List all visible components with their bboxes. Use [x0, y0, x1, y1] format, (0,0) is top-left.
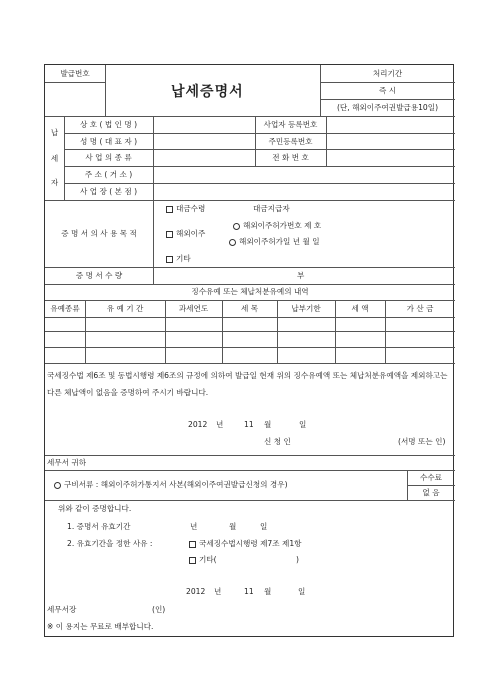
statement-year: 2012 [188, 420, 208, 429]
copies-unit: 부 [297, 271, 305, 280]
validity-year-unit: 년 [190, 522, 198, 531]
validity-period-item: 1. 증명서 유효기간 [67, 522, 131, 531]
certify-day-unit: 일 [298, 587, 306, 596]
address-label: 주 소 ( 거 소 ) [84, 170, 133, 179]
business-type-field[interactable] [154, 150, 254, 165]
fee-value: 없 음 [422, 488, 440, 497]
issue-number-label: 발급번호 [60, 69, 90, 78]
business-type-label: 사 업 의 종 류 [85, 153, 132, 162]
processing-period-value: 즉 시 [378, 86, 397, 95]
phone-label: 전 화 번 호 [272, 153, 309, 162]
fee-label: 수수료 [419, 473, 442, 482]
column-header-tax-item: 세 목 [240, 304, 259, 313]
deferral-section-title: 징수유예 또는 체납처분유예의 내역 [191, 287, 309, 296]
checkbox-icon [189, 541, 196, 548]
addressee: 세무서 귀하 [47, 458, 87, 467]
copies-label: 증 명 서 수 량 [75, 271, 123, 280]
tax-certificate-form [44, 64, 454, 637]
option-payment-receipt[interactable]: 대금수령 [166, 205, 205, 213]
validity-reason-item: 2. 유효기간을 정한 사유 : [67, 539, 153, 548]
taxpayer-side-label-1: 납 [50, 128, 59, 137]
checkbox-icon [166, 256, 173, 263]
official-seal-mark: (인) [152, 605, 166, 614]
statement-year-unit: 년 [216, 420, 224, 429]
phone-field[interactable] [327, 150, 454, 165]
option-permit-date[interactable]: 해외이주허가일 년 월 일 [229, 238, 320, 246]
column-header-deferral-period: 유 예 기 간 [106, 304, 144, 313]
bullet-circle-icon [54, 482, 61, 489]
resident-registration-label: 주민등록번호 [268, 137, 313, 146]
taxpayer-side-label-2: 세 [50, 154, 59, 163]
address-field[interactable] [154, 167, 454, 182]
option-other[interactable]: 기타 [166, 255, 191, 263]
certify-year-unit: 년 [214, 587, 222, 596]
statement-month: 11 [244, 420, 254, 429]
applicant-label: 신 청 인 [264, 437, 291, 446]
column-header-surcharge: 가 산 금 [406, 304, 434, 313]
option-overseas-emigration[interactable]: 해외이주 [166, 230, 205, 238]
validity-month-unit: 월 [229, 522, 237, 531]
resident-registration-field[interactable] [327, 134, 454, 148]
processing-period-label: 처리기간 [372, 69, 403, 78]
checkbox-icon [166, 231, 173, 238]
checkbox-icon [189, 557, 196, 564]
certify-year: 2012 [186, 587, 206, 596]
copies-field[interactable] [154, 268, 294, 283]
representative-name-field[interactable] [154, 134, 254, 148]
statement-day-unit: 일 [299, 420, 307, 429]
statement-text: 국세징수법 제6조 및 동법시행령 제6조의 규정에 의하여 발급일 현재 위의 징수유예액 또는 체납처분유예액을 제외하고는 다른 체납액이 없음을 증명하여 주시기 바랍니다. [47, 371, 448, 397]
reason-tax-decree[interactable]: 국세징수법시행령 제7조 제1항 [189, 540, 302, 548]
tax-office-chief: 세무서장 [47, 605, 77, 614]
business-registration-field[interactable] [327, 117, 454, 132]
column-header-tax-amount: 세 액 [351, 304, 369, 313]
sign-or-seal-note: (서명 또는 인) [398, 437, 446, 446]
business-registration-label: 사업자 등록번호 [263, 120, 318, 129]
processing-period-note: (단, 해외이주여권발급용10일) [336, 103, 439, 112]
applicant-field[interactable] [300, 434, 395, 448]
column-header-due-date: 납부기한 [291, 304, 321, 313]
business-site-field[interactable] [154, 184, 454, 199]
statement-month-unit: 월 [264, 420, 272, 429]
payment-recipient-label: 대금지급자 [253, 204, 290, 213]
reason-other[interactable]: 기타( [189, 556, 217, 564]
radio-icon [229, 239, 236, 246]
representative-name-label: 성 명 ( 대 표 자 ) [79, 137, 138, 146]
company-name-field[interactable] [154, 117, 254, 132]
column-header-tax-year: 과세연도 [178, 304, 209, 313]
radio-icon [233, 223, 240, 230]
validity-day-unit: 일 [260, 522, 268, 531]
company-name-label: 상 호 ( 법 인 명 ) [79, 120, 138, 129]
usage-purpose-label: 증 명 서 의 사 용 목 적 [61, 229, 137, 238]
option-permit-number[interactable]: 해외이주허가번호 제 호 [233, 222, 321, 230]
checkbox-icon [166, 206, 173, 213]
certify-month: 11 [244, 587, 254, 596]
business-site-label: 사 업 장 ( 본 점 ) [79, 187, 138, 196]
required-documents: 구비서류 : 해외이주허가통지서 사본(해외이주여권발급신청의 경우) [54, 481, 288, 489]
page-title: 납세증명서 [171, 84, 244, 100]
certify-month-unit: 월 [264, 587, 272, 596]
taxpayer-side-label-3: 자 [50, 178, 59, 187]
reason-other-close: ) [296, 555, 299, 564]
column-header-deferral-type: 유예종류 [50, 304, 80, 313]
free-distribution-notice: ※ 이 용지는 무료로 배부합니다. [47, 622, 154, 631]
certify-intro: 위와 같이 증명합니다. [58, 504, 132, 513]
